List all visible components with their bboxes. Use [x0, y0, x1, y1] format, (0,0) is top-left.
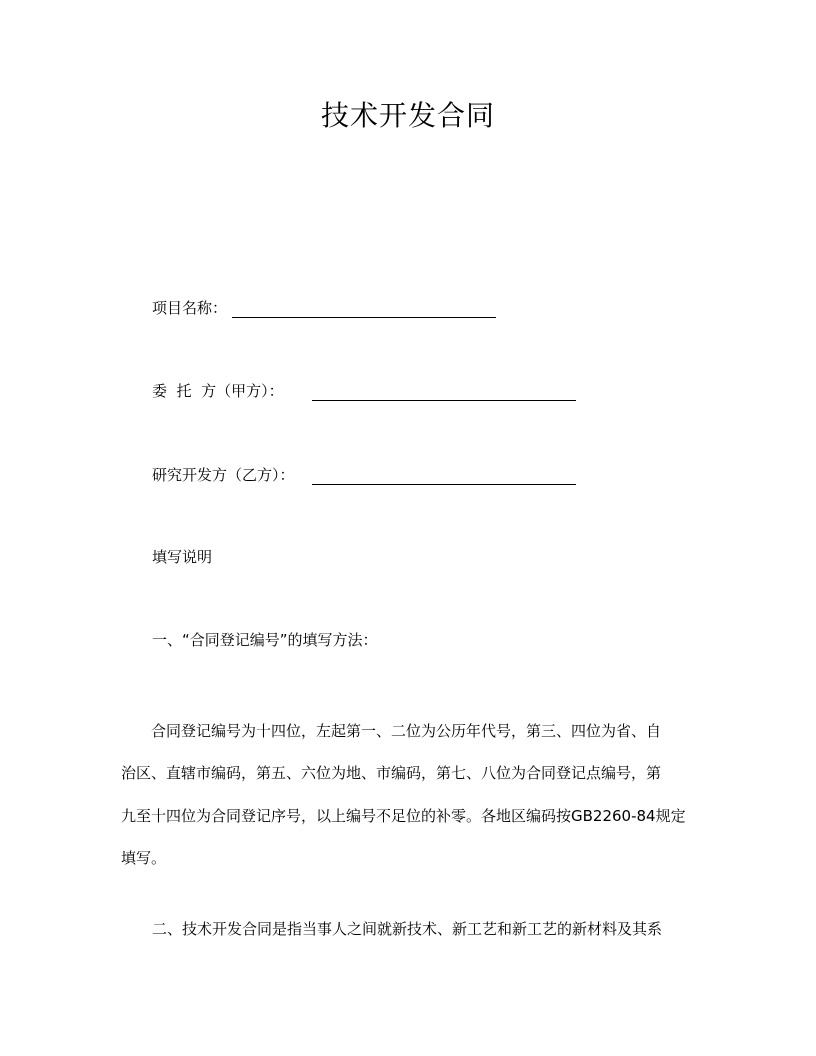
paragraph-line: 九至十四位为合同登记序号，以上编号不足位的补零。各地区编码按GB2260-84规定: [121, 806, 686, 825]
project-name-blank-line[interactable]: [232, 317, 496, 318]
paragraph-line: 填写。: [121, 848, 167, 867]
project-name-label: 项目名称：: [152, 299, 228, 317]
fill-instructions-heading: 填写说明: [152, 548, 213, 566]
document-title: 技术开发合同: [320, 99, 495, 132]
section-one-paragraph: [121, 710, 697, 879]
client-blank-line[interactable]: [312, 400, 576, 401]
client-label: 委 托 方（甲方）：: [152, 382, 284, 400]
client-field: [152, 379, 284, 403]
developer-label: 研究开发方（乙方）：: [152, 466, 295, 484]
developer-blank-line[interactable]: [312, 484, 576, 485]
paragraph-line: 治区、直辖市编码，第五、六位为地、市编码，第七、八位为合同登记点编号，第: [121, 764, 662, 783]
project-name-field: [152, 296, 227, 320]
paragraph-line: 合同登记编号为十四位，左起第一、二位为公历年代号，第三、四位为省、自: [151, 722, 662, 740]
section-one-heading: 一、“合同登记编号”的填写方法：: [152, 631, 378, 649]
developer-field: [152, 463, 295, 487]
section-two-text: 二、技术开发合同是指当事人之间就新技术、新工艺和新工艺的新材料及其系: [152, 920, 663, 938]
